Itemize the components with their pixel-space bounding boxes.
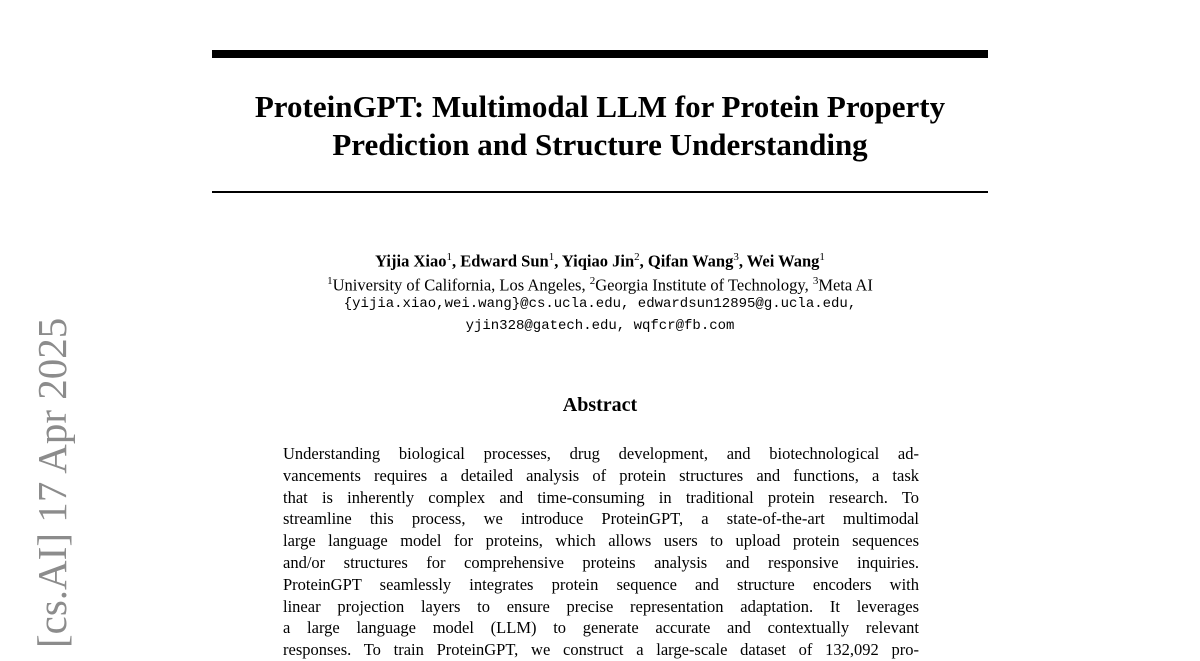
- title-bottom-rule: [212, 191, 988, 193]
- author-separator: ,: [639, 251, 648, 271]
- author-affiliation-mark: 2: [634, 251, 640, 263]
- author-list: [212, 246, 988, 273]
- abstract-heading: Abstract: [562, 394, 638, 416]
- title-line: ProteinGPT: Multimodal LLM for Protein Property: [254, 89, 946, 124]
- abstract-line: a large language model (LLM) to generate accurate and contextually relevant: [283, 618, 919, 638]
- abstract-line: large language model for proteins, which allows users to upload protein sequences: [283, 531, 919, 551]
- author-affiliation-mark: 1: [548, 251, 555, 263]
- affiliation-separator: ,: [581, 275, 590, 295]
- author-affiliation-mark: 1: [446, 251, 452, 263]
- affiliation-number: 2: [589, 275, 596, 287]
- abstract-line: streamline this process, we introduce ProteinGPT, a state-of-the-art multimodal: [283, 509, 919, 529]
- author-affiliation-mark: 3: [733, 251, 739, 263]
- author-separator: ,: [554, 251, 562, 271]
- author-affiliation-mark: 1: [819, 251, 825, 263]
- email-line: yjin328@gatech.edu, wqfcr@fb.com: [465, 318, 735, 334]
- affiliation-name: Meta AI: [818, 275, 873, 295]
- affiliation-separator: ,: [804, 275, 813, 295]
- abstract-line: that is inherently complex and time-consuming in traditional protein research. To: [283, 487, 919, 507]
- abstract-line: and/or structures for comprehensive proteins analysis and responsive inquiries.: [283, 552, 919, 572]
- abstract-line: linear projection layers to ensure precise representation adaptation. It leverages: [283, 596, 919, 616]
- author-name: Qifan Wang: [647, 251, 734, 271]
- title-line: Prediction and Structure Understanding: [332, 127, 868, 162]
- affiliation-name: Georgia Institute of Technology: [595, 275, 805, 295]
- author-name: Yiqiao Jin: [561, 251, 635, 271]
- email-list: [212, 293, 988, 337]
- author-separator: ,: [451, 251, 461, 271]
- paper-title: [212, 88, 988, 164]
- title-top-rule: [212, 50, 988, 58]
- affiliation-number: 1: [327, 275, 333, 287]
- author-name: Yijia Xiao: [375, 251, 447, 271]
- email-line: {yijia.xiao,wei.wang}@cs.ucla.edu, edwardsun12895@g.ucla.edu,: [343, 296, 857, 312]
- abstract-line: responses. To train ProteinGPT, we construct a large-scale dataset of 132,092 pro-: [283, 640, 919, 660]
- abstract-body: [283, 443, 919, 661]
- affiliation-number: 3: [812, 275, 819, 287]
- author-name: Edward Sun: [460, 251, 549, 271]
- abstract-line: ProteinGPT seamlessly integrates protein sequence and structure encoders with: [283, 574, 919, 594]
- author-separator: ,: [738, 251, 747, 271]
- affiliation-name: University of California, Los Angeles: [332, 275, 582, 295]
- author-name: Wei Wang: [746, 251, 820, 271]
- abstract-line: Understanding biological processes, drug development, and biotechnological ad-: [283, 444, 919, 463]
- abstract-line: vancements requires a detailed analysis of protein structures and functions, a task: [283, 465, 919, 485]
- arxiv-side-stamp: [cs.AI] 17 Apr 2025: [29, 317, 75, 648]
